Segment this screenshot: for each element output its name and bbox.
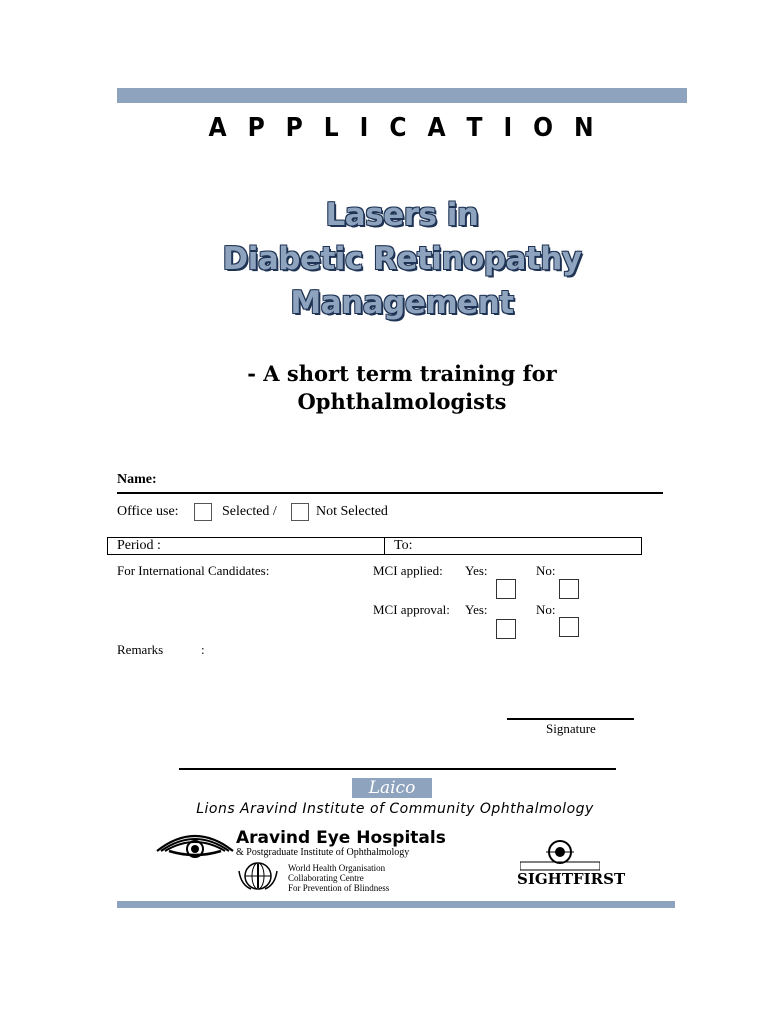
heading-letter: I: [503, 113, 513, 143]
heading-letter: A: [208, 113, 227, 143]
name-field-line[interactable]: [117, 492, 663, 494]
to-label: To:: [394, 538, 413, 553]
course-title-line-3: Management: [290, 285, 514, 321]
mci-applied-no-label: No:: [536, 563, 556, 578]
who-line-3: For Prevention of Blindness: [288, 883, 390, 893]
heading-letter: T: [466, 113, 483, 143]
mci-approval-no-label: No:: [536, 602, 556, 617]
heading-letter: N: [573, 113, 594, 143]
selected-checkbox[interactable]: [194, 503, 212, 521]
application-heading: [146, 113, 659, 143]
mci-applied-yes-checkbox[interactable]: [496, 579, 516, 599]
not-selected-checkbox[interactable]: [291, 503, 309, 521]
name-label: Name:: [117, 472, 157, 487]
signature-label: Signature: [546, 721, 596, 736]
mci-approval-yes-label: Yes:: [465, 602, 488, 617]
mci-applied-label: MCI applied:: [373, 563, 443, 578]
not-selected-label: Not Selected: [316, 504, 388, 519]
who-text: [288, 863, 389, 893]
subtitle-line-2: Ophthalmologists: [297, 389, 507, 414]
course-title-line-2: Diabetic Retinopathy: [222, 241, 582, 277]
subtitle-line-1: - A short term training for: [247, 361, 557, 386]
aravind-hospitals-subtitle: & Postgraduate Institute of Ophthalmology: [236, 847, 410, 858]
aravind-hospitals-name: Aravind Eye Hospitals: [236, 828, 446, 848]
sightfirst-logo: SIGHTFIRST: [517, 870, 626, 888]
heading-letter: C: [389, 113, 407, 143]
mci-approval-yes-checkbox[interactable]: [496, 619, 516, 639]
footer-separator: [179, 768, 616, 770]
heading-letter: O: [533, 113, 554, 143]
signature-line[interactable]: [507, 718, 634, 720]
office-use-label: Office use:: [117, 504, 179, 519]
heading-letter: L: [323, 113, 339, 143]
who-emblem-icon: [237, 861, 279, 891]
who-line-1: World Health Organisation: [288, 863, 386, 873]
course-title-line-1: Lasers in: [325, 197, 479, 233]
bottom-decorative-bar: [117, 901, 675, 908]
lions-emblem-icon: [520, 838, 600, 872]
mci-approval-no-checkbox[interactable]: [559, 617, 579, 637]
period-divider: [384, 537, 385, 555]
mci-applied-yes-label: Yes:: [465, 563, 488, 578]
laico-logo: Laico: [352, 778, 432, 798]
aravind-eye-icon: [155, 827, 235, 865]
heading-letter: I: [359, 113, 369, 143]
heading-letter: A: [427, 113, 446, 143]
mci-approval-label: MCI approval:: [373, 602, 450, 617]
international-candidates-label: For International Candidates:: [117, 563, 270, 578]
heading-letter: P: [285, 113, 303, 143]
selected-label: Selected /: [222, 504, 277, 519]
heading-letter: P: [247, 113, 265, 143]
period-label: Period :: [117, 538, 161, 553]
period-table: [107, 537, 642, 555]
mci-applied-no-checkbox[interactable]: [559, 579, 579, 599]
lions-institute-name: Lions Aravind Institute of Community Ophthalmology: [196, 801, 594, 817]
remarks-colon: :: [201, 642, 205, 657]
remarks-label: Remarks: [117, 642, 164, 657]
top-decorative-bar: [117, 88, 687, 103]
who-line-2: Collaborating Centre: [288, 873, 364, 883]
